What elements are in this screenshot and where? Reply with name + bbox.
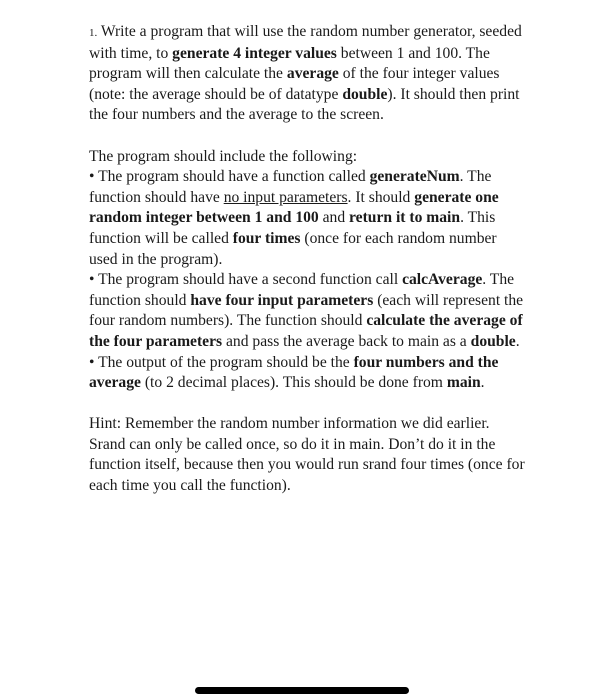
hint-paragraph: Hint: Remember the random number information we did earlier. Srand can only be called once, so do it in main. Don’t do it in the function itself, because then you would run srand four times (once for each time you call the function). — [89, 415, 525, 495]
task-emphasis: double — [342, 85, 388, 103]
bullet-emphasis: calculate the average of the four parameters — [89, 312, 523, 350]
bullet-emphasis: calcAverage — [402, 271, 483, 289]
task-number: 1. — [89, 27, 98, 39]
bullet-underline: no input parameters — [223, 188, 348, 206]
task-text: Write a program that will use the random number generator, seeded with time, to — [89, 23, 522, 62]
task-emphasis: average — [286, 65, 339, 83]
bullet-emphasis: generate one random integer between 1 and 100 — [89, 188, 499, 227]
requirements-intro: The program should include the following: — [89, 147, 358, 165]
bullet-emphasis: main — [446, 374, 481, 392]
bullet-text: and — [318, 209, 350, 227]
bullet-text: . The function should have — [89, 168, 492, 206]
bullet-text: • The program should have a function called — [89, 168, 370, 186]
bullet-text: • The program should have a second function call — [89, 271, 403, 289]
document-body — [89, 22, 529, 497]
bullet-emphasis: return it to main — [349, 209, 461, 227]
paragraph-spacer — [89, 394, 529, 415]
task-text: between 1 and 100. The program will then calculate the — [89, 44, 490, 83]
bullet-text: and pass the average back to main as a — [222, 332, 471, 350]
home-indicator-bar[interactable] — [195, 687, 409, 694]
bullet-text: (once for each random number used in the program). — [89, 229, 497, 268]
bullet-text: . — [480, 374, 485, 392]
bullet-text: . — [515, 332, 520, 350]
bullet-text: . The function should — [89, 271, 515, 309]
bullet-text: (each will represent the four random numbers). The function should — [89, 291, 524, 330]
bullet-text: . It should — [347, 188, 415, 206]
task-text: of the four integer values (note: the average should be of datatype — [89, 65, 500, 103]
bullet-emphasis: have four input parameters — [190, 291, 374, 309]
bullet-text: . This function will be called — [89, 209, 496, 247]
requirement-bullet-calcaverage — [89, 270, 529, 352]
paragraph-spacer — [89, 126, 529, 147]
requirement-bullet-output — [89, 353, 529, 394]
bullet-text: (to 2 decimal places). This should be done from — [140, 374, 447, 392]
task-text: ). It should then print the four numbers and the average to the screen. — [89, 85, 520, 124]
requirement-bullet-generatenum — [89, 167, 529, 270]
bullet-emphasis: four times — [232, 229, 301, 247]
bullet-emphasis: generateNum — [369, 168, 460, 186]
bullet-text: • The output of the program should be the — [89, 353, 354, 371]
task-emphasis: generate 4 integer values — [172, 44, 337, 62]
bullet-emphasis: double — [470, 332, 516, 350]
task-paragraph — [89, 22, 529, 126]
bullet-emphasis: four numbers and the average — [89, 353, 499, 392]
